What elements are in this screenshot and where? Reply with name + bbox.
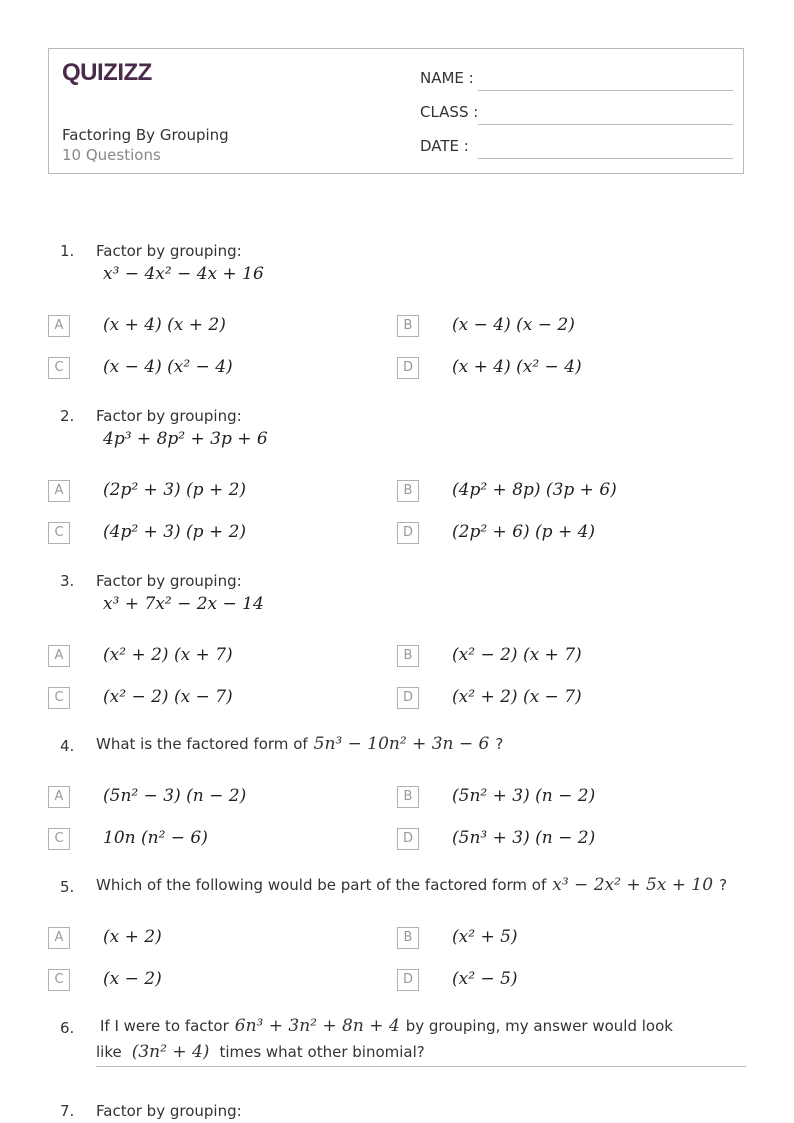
option-d-text: (2p² + 6) (p + 4): [452, 522, 596, 542]
option-b-box[interactable]: B: [397, 786, 419, 808]
option-a-box[interactable]: A: [48, 927, 70, 949]
worksheet-header: [48, 48, 744, 174]
option-c-box[interactable]: C: [48, 522, 70, 544]
option-a-text: (x + 4) (x + 2): [103, 315, 226, 335]
option-c-text: (x − 2): [103, 969, 162, 989]
option-a-text: (x + 2): [103, 927, 162, 947]
option-c-box[interactable]: C: [48, 687, 70, 709]
option-a-box[interactable]: A: [48, 786, 70, 808]
prompt-math: 5n³ − 10n² + 3n − 6: [313, 734, 490, 754]
option-b-box[interactable]: B: [397, 645, 419, 667]
option-c-box[interactable]: C: [48, 828, 70, 850]
option-a-text: (5n² − 3) (n − 2): [103, 786, 247, 806]
question-number: 7.: [60, 1102, 75, 1120]
question-number: 1.: [60, 242, 75, 260]
question-number: 5.: [60, 878, 75, 896]
question-expression: 4p³ + 8p² + 3p + 6: [103, 429, 268, 449]
question-prompt: Factor by grouping:: [96, 572, 242, 590]
option-d-box[interactable]: D: [397, 828, 419, 850]
option-a-box[interactable]: A: [48, 315, 70, 337]
class-input-line[interactable]: [478, 123, 733, 125]
option-d-box[interactable]: D: [397, 969, 419, 991]
prompt-math: (3n² + 4): [131, 1042, 210, 1062]
prompt-text: What is the factored form of: [96, 735, 308, 753]
option-b-text: (x² + 5): [452, 927, 518, 947]
option-b-text: (5n² + 3) (n − 2): [452, 786, 596, 806]
option-a-text: (2p² + 3) (p + 2): [103, 480, 247, 500]
name-label: NAME :: [420, 69, 474, 87]
date-label: DATE :: [420, 137, 469, 155]
class-label: CLASS :: [420, 103, 479, 121]
prompt-end: ?: [719, 876, 728, 894]
prompt-text-cont: times what other binomial?: [219, 1043, 425, 1061]
option-d-box[interactable]: D: [397, 357, 419, 379]
question-prompt: Factor by grouping:: [96, 1102, 242, 1120]
option-b-text: (x² − 2) (x + 7): [452, 645, 582, 665]
option-b-box[interactable]: B: [397, 480, 419, 502]
option-a-box[interactable]: A: [48, 645, 70, 667]
prompt-text: like: [96, 1043, 122, 1061]
question-number: 6.: [60, 1019, 75, 1037]
option-c-text: (x − 4) (x² − 4): [103, 357, 233, 377]
option-b-box[interactable]: B: [397, 927, 419, 949]
option-b-text: (x − 4) (x − 2): [452, 315, 575, 335]
option-d-text: (x² − 5): [452, 969, 518, 989]
option-d-box[interactable]: D: [397, 687, 419, 709]
prompt-math: x³ − 2x² + 5x + 10: [552, 875, 714, 895]
question-number: 3.: [60, 572, 75, 590]
question-prompt-line: [96, 734, 503, 754]
prompt-text-cont: by grouping, my answer would look: [405, 1017, 673, 1035]
option-b-text: (4p² + 8p) (3p + 6): [452, 480, 617, 500]
question-prompt-line-2: [96, 1042, 425, 1062]
option-c-text: (4p² + 3) (p + 2): [103, 522, 247, 542]
question-count: 10 Questions: [62, 146, 161, 164]
question-number: 4.: [60, 737, 75, 755]
option-c-text: (x² − 2) (x − 7): [103, 687, 233, 707]
option-d-text: (x² + 2) (x − 7): [452, 687, 582, 707]
option-b-box[interactable]: B: [397, 315, 419, 337]
option-d-text: (x + 4) (x² − 4): [452, 357, 582, 377]
quizizz-logo: QUIZIZZ: [62, 59, 152, 86]
question-number: 2.: [60, 407, 75, 425]
option-a-text: (x² + 2) (x + 7): [103, 645, 233, 665]
question-expression: x³ − 4x² − 4x + 16: [103, 264, 264, 284]
prompt-end: ?: [495, 735, 504, 753]
question-prompt: Factor by grouping:: [96, 407, 242, 425]
answer-line[interactable]: [96, 1066, 746, 1067]
worksheet-title: Factoring By Grouping: [62, 126, 229, 144]
option-a-box[interactable]: A: [48, 480, 70, 502]
question-prompt-line-1: [100, 1016, 673, 1036]
question-prompt: Factor by grouping:: [96, 242, 242, 260]
option-d-text: (5n³ + 3) (n − 2): [452, 828, 596, 848]
option-c-box[interactable]: C: [48, 969, 70, 991]
name-input-line[interactable]: [478, 89, 733, 91]
prompt-text: If I were to factor: [100, 1017, 229, 1035]
option-c-text: 10n (n² − 6): [103, 828, 208, 848]
option-c-box[interactable]: C: [48, 357, 70, 379]
prompt-text: Which of the following would be part of the factored form of: [96, 876, 547, 894]
question-prompt-line: [96, 875, 727, 895]
prompt-math: 6n³ + 3n² + 8n + 4: [234, 1016, 400, 1036]
option-d-box[interactable]: D: [397, 522, 419, 544]
question-expression: x³ + 7x² − 2x − 14: [103, 594, 264, 614]
date-input-line[interactable]: [478, 157, 733, 159]
